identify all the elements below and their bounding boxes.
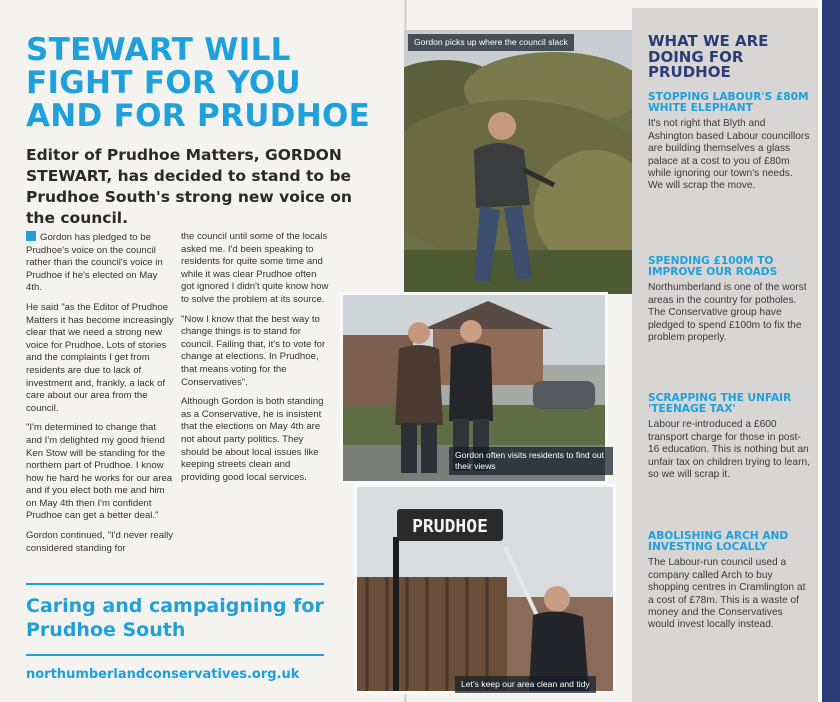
photo-caption: Gordon often visits residents to find out their views: [449, 447, 613, 475]
sidebar-section-teenage-tax: [648, 393, 810, 481]
section-heading: SPENDING £100M TO IMPROVE OUR ROADS: [648, 255, 778, 279]
article-standfirst: Editor of Prudhoe Matters, GORDON STEWART, has decided to stand to be Prudhoe South's strong new voice on the council.: [26, 146, 352, 227]
accent-square-icon: [26, 231, 36, 241]
photo-hedge-clearing: [404, 30, 632, 294]
section-heading: STOPPING LABOUR'S £80M WHITE ELEPHANT: [648, 91, 809, 115]
divider-bottom: [26, 654, 324, 656]
article-column-2: [181, 231, 329, 491]
article-column-1: [26, 231, 174, 562]
sidebar-section-arch: [648, 531, 810, 632]
photo-street-sign: [354, 484, 616, 694]
paragraph: the council until some of the locals asked me. I'd been speaking to residents for quite some time and while it was clear Prudhoe often got ignored I didn't quite know how to solve the problem at its source.: [181, 231, 329, 305]
sidebar-section-roads: [648, 256, 810, 344]
campaign-tagline: Caring and campaigning for Prudhoe South: [26, 595, 324, 641]
sidebar-title: WHAT WE ARE DOING FOR PRUDHOE: [648, 32, 769, 81]
paragraph: "I'm determined to change that and I'm delighted my good friend Ken Stow will be standing for the northern part of Prudhoe. I know how he hard he works for our area and if you elect both me and him on May 4th then I'm confident Prudhoe can get a better deal.": [26, 422, 173, 522]
photo-caption: Let's keep our area clean and tidy: [455, 676, 596, 693]
paragraph: Gordon continued, "I'd never really considered standing for: [26, 530, 174, 554]
paragraph: Gordon has pledged to be Prudhoe's voice on the council rather than the council's voice in Prudhoe if he's elected on May 4th.: [26, 232, 163, 294]
divider-top: [26, 583, 324, 585]
next-page-edge: [822, 0, 840, 702]
section-heading: ABOLISHING ARCH AND INVESTING LOCALLY: [648, 530, 789, 554]
street-sign-text: PRUDHOE: [412, 516, 488, 537]
section-body: Labour re-introduced a £600 transport charge for those in post-16 education. This is nothing but an unfair tax on children trying to learn, so we will scrap it.: [648, 419, 810, 481]
sidebar-section-white-elephant: [648, 92, 810, 193]
paragraph: He said "as the Editor of Prudhoe Matters it has become increasingly clear that we need a strong new voice for Prudhoe. Lots of stories and the complaints I get from residents are due to lack of investment and, frankly, a lack of care about our area from the council.: [26, 301, 174, 414]
section-body: Northumberland is one of the worst areas in the country for potholes. The Conservative group have pledged to spend £100m to fix the problem properly.: [648, 282, 807, 344]
paragraph: "Now I know that the best way to change things is to stand for council. Failing that, it's to vote for change at elections. In Prudhoe, that means voting for the Conservatives".: [181, 313, 326, 388]
section-body: The Labour-run council used a company called Arch to buy shopping centres in Cramlington at a cost of £78m. This is a waste of money and the Conservatives would invest locally instead.: [648, 557, 806, 631]
article-headline: STEWART WILL FIGHT FOR YOU AND FOR PRUDHOE: [26, 32, 371, 134]
website-link[interactable]: northumberlandconservatives.org.uk: [26, 667, 300, 682]
section-heading: SCRAPPING THE UNFAIR 'TEENAGE TAX': [648, 392, 792, 416]
paragraph: Although Gordon is both standing as a Conservative, he is insistent that the elections on May 4th are not about party politics. They should be about local issues like keeping streets clean and providing good local services.: [181, 396, 324, 483]
section-body: It's not right that Blyth and Ashington based Labour councillors are building themselves a glass palace at a cost to you of £80m while ignoring our town's needs. We will scrap the move.: [648, 118, 810, 192]
photo-caption: Gordon picks up where the council slack: [408, 34, 574, 51]
